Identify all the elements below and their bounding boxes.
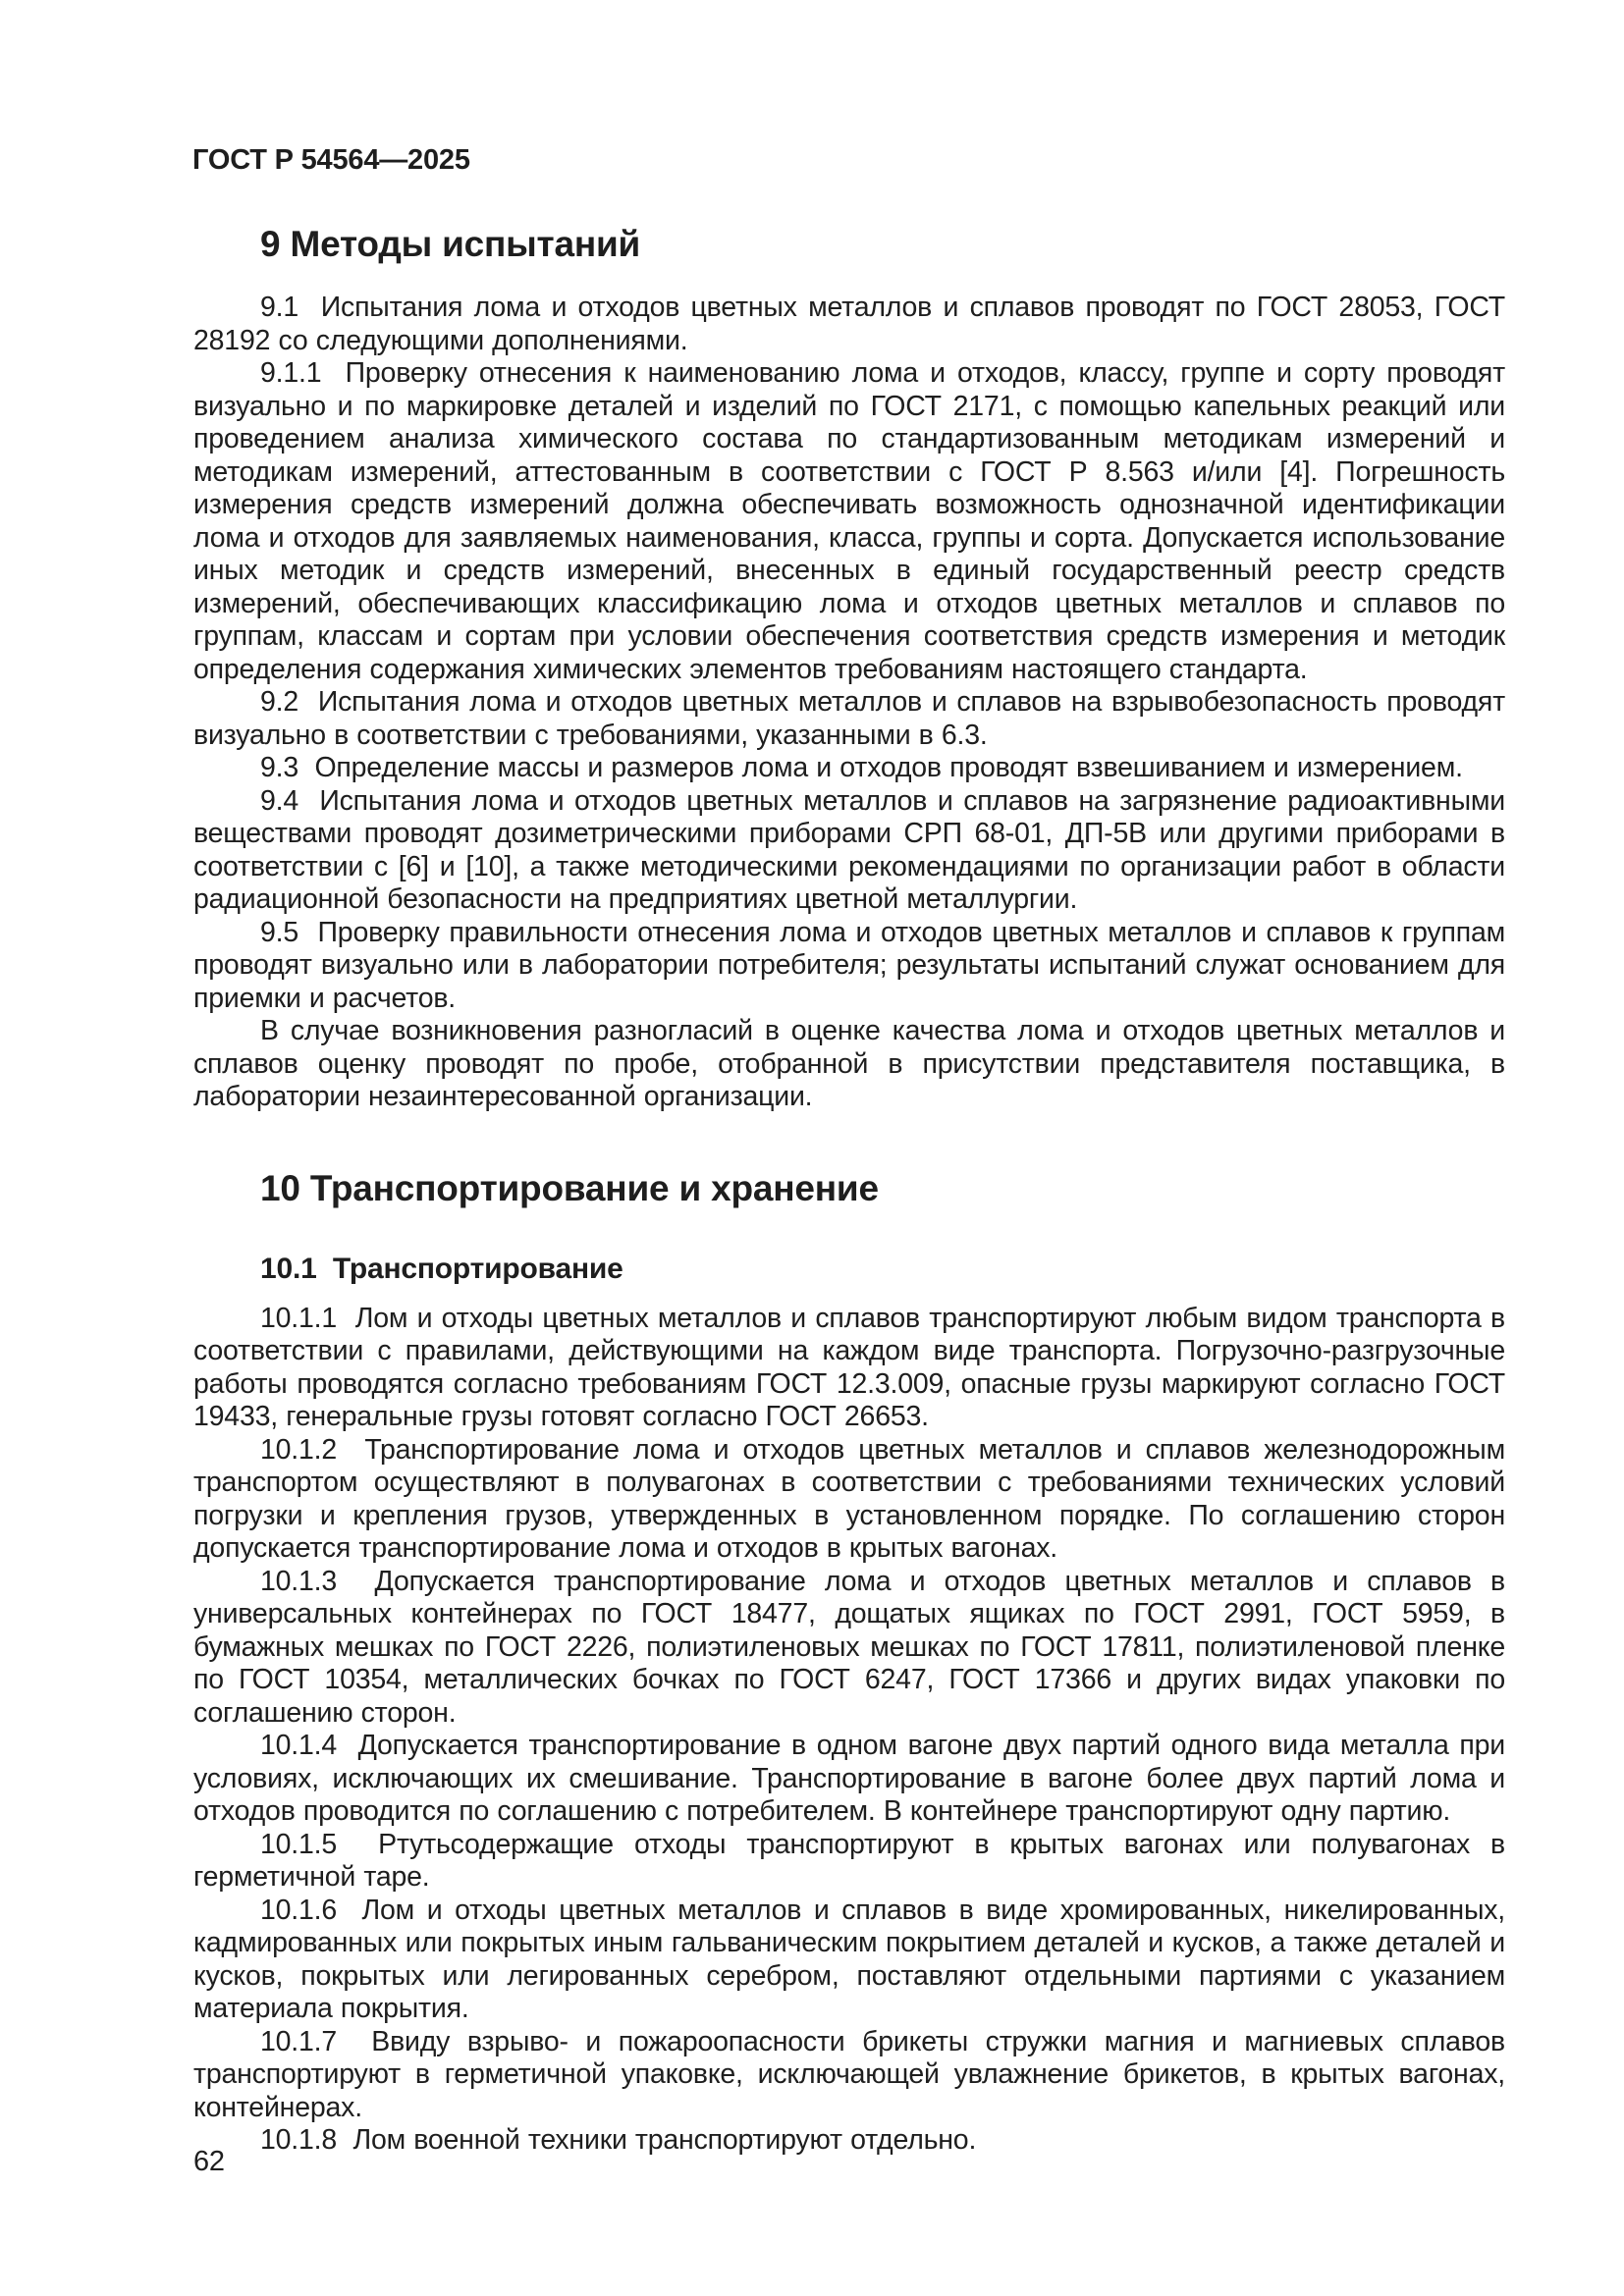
paragraph: 10.1.3 Допускается транспортирование лома и отходов цветных металлов и сплавов в универсальных контейнерах по ГОСТ 18477, дощатых ящиках по ГОСТ 2991, ГОСТ 5959, в бумажных мешках по ГОСТ 2226, полиэтиленовых мешках по ГОСТ 17811, полиэтиленовой пленке по ГОСТ 10354, металлических бочках по ГОСТ 6247, ГОСТ 17366 и других видах упаковки по соглашению сторон. (193, 1565, 1505, 1729)
paragraph: 9.5 Проверку правильности отнесения лома и отходов цветных металлов и сплавов к группам проводят визуально или в лаборатории потребителя; результаты испытаний служат основанием для приемки и расчетов. (193, 916, 1505, 1014)
paragraph: 10.1.2 Транспортирование лома и отходов цветных металлов и сплавов железнодорожным транспортом осуществляют в полувагонах в соответствии с требованиями технических условий погрузки и крепления грузов, утвержденных в установленном порядке. По соглашению сторон допускается транспортирование лома и отходов в крытых вагонах. (193, 1433, 1505, 1564)
paragraph: 9.1.1 Проверку отнесения к наименованию лома и отходов, классу, группе и сорту проводят визуально и по маркировке деталей и изделий по ГОСТ 2171, с помощью капельных реакций или проведением анализа химического состава по стандартизованным методикам измерений и методикам измерений, аттестованным в соответствии с ГОСТ Р 8.563 и/или [4]. Погрешность измерения средств измерений должна обеспечивать возможность однозначной идентификации лома и отходов для заявляемых наименования, класса, группы и сорта. Допускается использование иных методик и средств измерений, внесенных в единый государственный реестр средств измерений, обеспечивающих классификацию лома и отходов цветных металлов и сплавов по группам, классам и сортам при условии обеспечения соответствия средств измерения и методик определения содержания химических элементов требованиям настоящего стандарта. (193, 357, 1505, 685)
paragraph: 9.1 Испытания лома и отходов цветных металлов и сплавов проводят по ГОСТ 28053, ГОСТ 28192 со следующими дополнениями. (193, 292, 1505, 356)
paragraph: 10.1.4 Допускается транспортирование в одном вагоне двух партий одного вида металла при условиях, исключающих их смешивание. Транспортирование в вагоне более двух партий лома и отходов проводится по соглашению с потребителем. В контейнере транспортируют одну партию. (193, 1730, 1505, 1827)
paragraph: 10.1.1 Лом и отходы цветных металлов и сплавов транспортируют любым видом транспорта в соответствии с правилами, действующими на каждом виде транспорта. Погрузочно-разгрузочные работы проводятся согласно требованиям ГОСТ 12.3.009, опасные грузы маркируют согласно ГОСТ 19433, генеральные грузы готовят согласно ГОСТ 26653. (193, 1302, 1505, 1432)
paragraph: 10.1.7 Ввиду взрыво- и пожароопасности брикеты стружки магния и магниевых сплавов транспортируют в герметичной упаковке, исключающей увлажнение брикетов, в крытых вагонах, контейнерах. (193, 2025, 1505, 2123)
paragraph: 9.4 Испытания лома и отходов цветных металлов и сплавов на загрязнение радиоактивными веществами проводят дозиметрическими приборами СРП 68-01, ДП-5В или другими приборами в соответствии с [6] и [10], а также методическими рекомендациями по организации работ в области радиационной безопасности на предприятиях цветной металлургии. (193, 784, 1505, 915)
paragraph: 10.1.6 Лом и отходы цветных металлов и сплавов в виде хромированных, никелированных, кадмированных или покрытых иным гальваническим покрытием деталей и кусков, а также деталей и кусков, покрытых или легированных серебром, поставляют отдельными партиями с указанием материала покрытия. (193, 1894, 1505, 2024)
paragraph: 10.1.5 Ртутьсодержащие отходы транспортируют в крытых вагонах или полувагонах в герметичной таре. (193, 1828, 1505, 1893)
page-number: 62 (193, 2146, 225, 2177)
document-body (193, 0, 1505, 2158)
paragraph: 9.3 Определение массы и размеров лома и отходов проводят взвешиванием и измерением. (260, 752, 1463, 783)
subsection-heading: 10.1 Транспортирование (260, 1252, 623, 1285)
paragraph: 10.1.8 Лом военной техники транспортируют отдельно. (260, 2124, 977, 2156)
paragraph: 9.2 Испытания лома и отходов цветных металлов и сплавов на взрывобезопасность проводят визуально в соответствии с требованиями, указанными в 6.3. (193, 686, 1505, 751)
section-heading: 10 Транспортирование и хранение (260, 1167, 879, 1208)
document-designation-header: ГОСТ Р 54564—2025 (192, 144, 470, 176)
section-heading: 9 Методы испытаний (260, 224, 641, 264)
paragraph: В случае возникновения разногласий в оценке качества лома и отходов цветных металлов и сплавов оценку проводят по пробе, отобранной в присутствии представителя поставщика, в лаборатории незаинтересованной организации. (193, 1015, 1505, 1112)
